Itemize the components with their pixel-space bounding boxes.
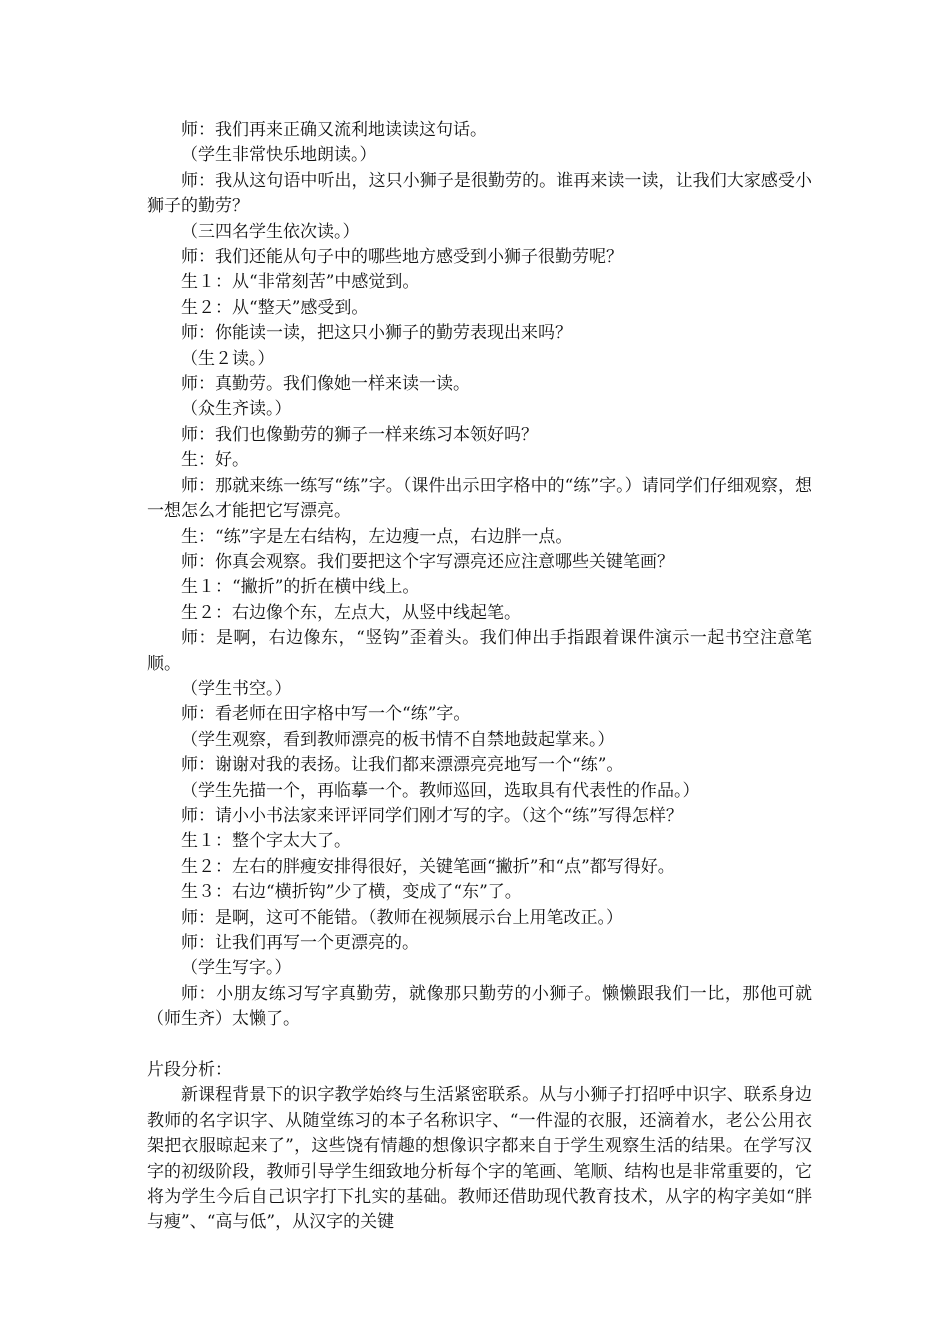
dialogue-line: 生３：右边“横折钩”少了横，变成了“东”了。 <box>181 882 522 903</box>
dialogue-line: 师：我们也像勤劳的狮子一样来练习本领好吗？ <box>181 424 538 445</box>
dialogue-line: 生：好。 <box>181 450 249 471</box>
dialogue-line: 生２：左右的胖瘦安排得很好，关键笔画“撇折”和“点”都写得好。 <box>181 856 675 877</box>
dialogue-line: （学生非常快乐地朗读。） <box>181 145 377 166</box>
dialogue-line: 师：小朋友练习写字真勤劳，就像那只勤劳的小狮子。懒懒跟我们一比，那他可就（师生齐）太懒了。 <box>147 983 812 1030</box>
dialogue-line: 生１：“撇折”的折在横中线上。 <box>181 577 420 598</box>
dialogue-line: 生１：整个字太大了。 <box>181 831 351 852</box>
dialogue-line: 生１：从“非常刻苦”中感觉到。 <box>181 272 420 293</box>
dialogue-line: （学生先描一个，再临摹一个。教师巡回，选取具有代表性的作品。） <box>181 780 700 801</box>
dialogue-line: 师：是啊，右边像东，“竖钩”歪着头。我们伸出手指跟着课件演示一起书空注意笔顺。 <box>147 628 812 674</box>
dialogue-line: 师：我从这句语中听出，这只小狮子是很勤劳的。谁再来读一读，让我们大家感受小狮子的勤劳？ <box>147 170 812 217</box>
dialogue-line: （三四名学生依次读。） <box>181 221 360 242</box>
dialogue-line: 师：我们再来正确又流利地读读这句话。 <box>181 120 487 140</box>
dialogue-line: （学生观察，看到教师漂亮的板书情不自禁地鼓起掌来。） <box>181 729 615 750</box>
dialogue-line: 师：那就来练一练写“练”字。（课件出示田字格中的“练”字。）请同学们仔细观察，想一想怎么才能把它写漂亮。 <box>147 475 812 522</box>
dialogue-line: 师：谢谢对我的表扬。让我们都来漂漂亮亮地写一个“练”。 <box>181 755 624 776</box>
analysis-paragraph: 新课程背景下的识字教学始终与生活紧密联系。从与小狮子打招呼中识字、联系身边教师的名字识字、从随堂练习的本子名称识字、“一件湿的衣服，还滴着水，老公公用衣架把衣服晾起来了”，这些饶有情趣的想像识字都来自于学生观察生活的结果。在学写汉字的初级阶段，教师引导学生细致地分析每个字的笔画、笔顺、结构也是非常重要的，它将为学生今后自己识字打下扎实的基础。教师还借助现代教育技术，从字的构字美如“胖与瘦”、“高与低”，从汉字的关键 <box>147 1085 812 1233</box>
document-text <box>147 118 812 1236</box>
dialogue-line: 生：“练”字是左右结构，左边瘦一点，右边胖一点。 <box>181 526 573 547</box>
dialogue-line: 师：请小小书法家来评评同学们刚才写的字。（这个“练”写得怎样？ <box>181 805 683 826</box>
dialogue-line: 师：你能读一读，把这只小狮子的勤劳表现出来吗？ <box>181 323 572 344</box>
dialogue-line: 师：真勤劳。我们像她一样来读一读。 <box>181 374 470 395</box>
blank-line <box>147 1033 812 1058</box>
dialogue-line: （学生书空。） <box>181 678 292 699</box>
dialogue-line: （众生齐读。） <box>181 399 292 420</box>
dialogue-line: 生２：右边像个东，左点大，从竖中线起笔。 <box>181 602 521 623</box>
dialogue-line: 师：你真会观察。我们要把这个字写漂亮还应注意哪些关键笔画？ <box>181 551 674 572</box>
dialogue-line: 师：让我们再写一个更漂亮的。 <box>181 933 419 953</box>
analysis-heading: 片段分析： <box>147 1060 232 1081</box>
dialogue-line: 师：我们还能从句子中的哪些地方感受到小狮子很勤劳呢？ <box>181 247 623 268</box>
dialogue-line: 师：是啊，这可不能错。（教师在视频展示台上用笔改正。） <box>181 907 623 928</box>
dialogue-line: 师：看老师在田字格中写一个“练”字。 <box>181 704 471 725</box>
dialogue-line: 生２：从“整天”感受到。 <box>181 297 369 318</box>
dialogue-line: （生２读。） <box>181 348 275 369</box>
dialogue-line: （学生写字。） <box>181 958 292 979</box>
